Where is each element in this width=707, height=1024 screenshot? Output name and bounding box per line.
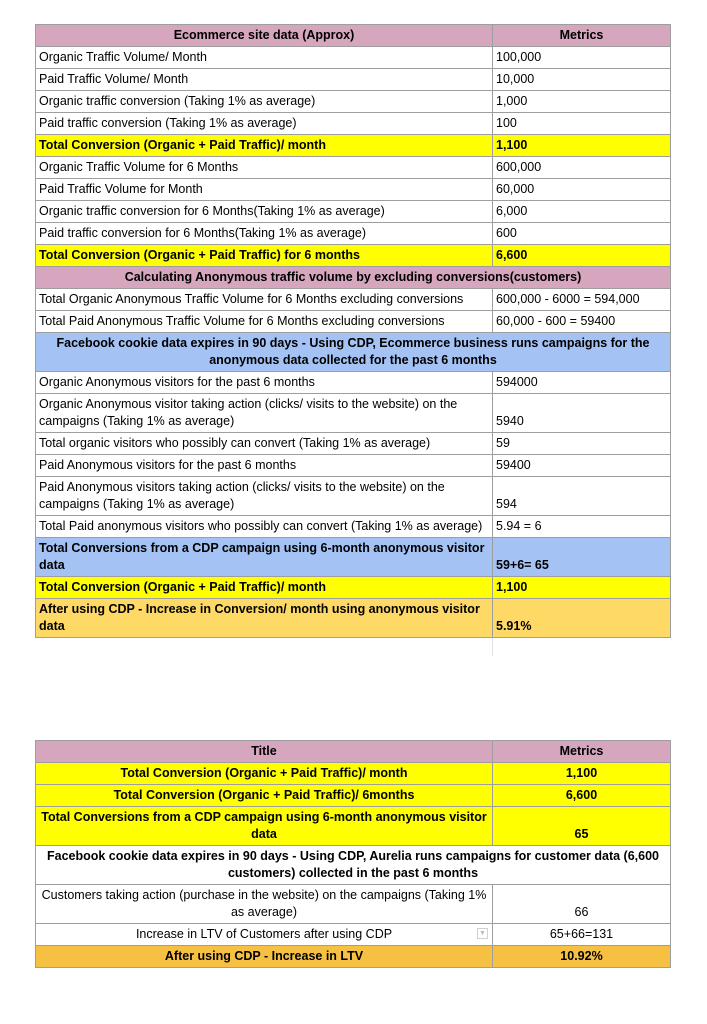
row-label-text: Increase in LTV of Customers after using CDP	[135, 927, 393, 941]
row-value: 6,000	[493, 201, 671, 223]
row-label: After using CDP - Increase in Conversion/ month using anonymous visitor data	[36, 599, 493, 638]
table-row	[36, 47, 671, 69]
total-row	[36, 785, 671, 807]
ltv-increase-row	[36, 946, 671, 968]
section-header-row	[36, 333, 671, 372]
table-row	[36, 113, 671, 135]
row-value: 65	[493, 807, 671, 846]
row-label: After using CDP - Increase in LTV	[36, 946, 493, 968]
table-row	[36, 433, 671, 455]
row-label: Paid Anonymous visitors for the past 6 months	[36, 455, 493, 477]
row-label: Organic traffic conversion (Taking 1% as average)	[36, 91, 493, 113]
row-label: Paid traffic conversion (Taking 1% as average)	[36, 113, 493, 135]
row-value: 600,000	[493, 157, 671, 179]
row-value: 5.94 = 6	[493, 516, 671, 538]
spacer-row	[36, 638, 671, 657]
row-value: 5940	[493, 394, 671, 433]
dropdown-arrow-icon[interactable]: ▼	[477, 928, 488, 939]
row-label: Organic Traffic Volume/ Month	[36, 47, 493, 69]
summary-table	[35, 740, 671, 968]
row-label: Total Organic Anonymous Traffic Volume for 6 Months excluding conversions	[36, 289, 493, 311]
row-label: Total Conversions from a CDP campaign using 6-month anonymous visitor data	[36, 807, 493, 846]
row-value: 6,600	[493, 785, 671, 807]
row-label: Organic Traffic Volume for 6 Months	[36, 157, 493, 179]
row-value: 5.91%	[493, 599, 671, 638]
row-value: 59+6= 65	[493, 538, 671, 577]
table-row	[36, 201, 671, 223]
total-row	[36, 807, 671, 846]
row-label: Total Conversion (Organic + Paid Traffic)/ month	[36, 763, 493, 785]
table-row	[36, 924, 671, 946]
table-row	[36, 157, 671, 179]
cdp-total-row	[36, 538, 671, 577]
column-header-metrics: Metrics	[493, 25, 671, 47]
column-header-label: Ecommerce site data (Approx)	[36, 25, 493, 47]
table-row	[36, 455, 671, 477]
table-row	[36, 372, 671, 394]
row-label	[36, 924, 493, 946]
increase-row	[36, 599, 671, 638]
row-value: 594000	[493, 372, 671, 394]
total-row	[36, 577, 671, 599]
row-label: Organic traffic conversion for 6 Months(Taking 1% as average)	[36, 201, 493, 223]
row-value: 1,000	[493, 91, 671, 113]
row-value: 600,000 - 6000 = 594,000	[493, 289, 671, 311]
table-row	[36, 223, 671, 245]
row-value: 10.92%	[493, 946, 671, 968]
row-value: 1,100	[493, 577, 671, 599]
row-value: 60,000	[493, 179, 671, 201]
row-value: 594	[493, 477, 671, 516]
row-label: Total Conversion (Organic + Paid Traffic)/ 6months	[36, 785, 493, 807]
row-label: Total Paid Anonymous Traffic Volume for 6 Months excluding conversions	[36, 311, 493, 333]
row-label: Organic Anonymous visitors for the past 6 months	[36, 372, 493, 394]
row-label: Total Conversion (Organic + Paid Traffic)/ month	[36, 135, 493, 157]
row-label: Total Conversion (Organic + Paid Traffic) for 6 months	[36, 245, 493, 267]
table-header-row	[36, 25, 671, 47]
column-header-title: Title	[36, 741, 493, 763]
row-label: Total Paid anonymous visitors who possibly can convert (Taking 1% as average)	[36, 516, 493, 538]
total-row	[36, 135, 671, 157]
table-header-row	[36, 741, 671, 763]
table-row	[36, 311, 671, 333]
row-value: 60,000 - 600 = 59400	[493, 311, 671, 333]
row-label: Paid Traffic Volume for Month	[36, 179, 493, 201]
row-value: 66	[493, 885, 671, 924]
table-row	[36, 69, 671, 91]
row-label: Total Conversions from a CDP campaign using 6-month anonymous visitor data	[36, 538, 493, 577]
facebook-section-header: Facebook cookie data expires in 90 days - Using CDP, Aurelia runs campaigns for customer data (6,600 customers) collected in the past 6 months	[36, 846, 671, 885]
table-row	[36, 289, 671, 311]
section-header-row	[36, 846, 671, 885]
table-row	[36, 91, 671, 113]
total-row	[36, 763, 671, 785]
table-row	[36, 516, 671, 538]
row-value: 59	[493, 433, 671, 455]
row-label: Paid Anonymous visitors taking action (clicks/ visits to the website) on the campaigns (Taking 1% as average)	[36, 477, 493, 516]
table-row	[36, 179, 671, 201]
facebook-section-header: Facebook cookie data expires in 90 days - Using CDP, Ecommerce business runs campaigns for the anonymous data collected for the past 6 months	[36, 333, 671, 372]
row-label: Total Conversion (Organic + Paid Traffic)/ month	[36, 577, 493, 599]
section-header-row	[36, 267, 671, 289]
row-label: Organic Anonymous visitor taking action (clicks/ visits to the website) on the campaigns (Taking 1% as average)	[36, 394, 493, 433]
spacer-cell	[493, 638, 671, 657]
row-value: 65+66=131	[493, 924, 671, 946]
anonymous-section-header: Calculating Anonymous traffic volume by excluding conversions(customers)	[36, 267, 671, 289]
row-label: Paid traffic conversion for 6 Months(Taking 1% as average)	[36, 223, 493, 245]
row-label: Customers taking action (purchase in the website) on the campaigns (Taking 1% as average)	[36, 885, 493, 924]
row-value: 1,100	[493, 135, 671, 157]
total-row	[36, 245, 671, 267]
spacer-cell	[36, 638, 493, 657]
table-row	[36, 477, 671, 516]
row-label: Paid Traffic Volume/ Month	[36, 69, 493, 91]
row-value: 6,600	[493, 245, 671, 267]
row-value: 100,000	[493, 47, 671, 69]
row-value: 100	[493, 113, 671, 135]
row-value: 59400	[493, 455, 671, 477]
row-value: 10,000	[493, 69, 671, 91]
row-value: 1,100	[493, 763, 671, 785]
table-row	[36, 885, 671, 924]
ecommerce-data-table	[35, 24, 671, 656]
row-label: Total organic visitors who possibly can convert (Taking 1% as average)	[36, 433, 493, 455]
column-header-metrics: Metrics	[493, 741, 671, 763]
row-value: 600	[493, 223, 671, 245]
table-row	[36, 394, 671, 433]
